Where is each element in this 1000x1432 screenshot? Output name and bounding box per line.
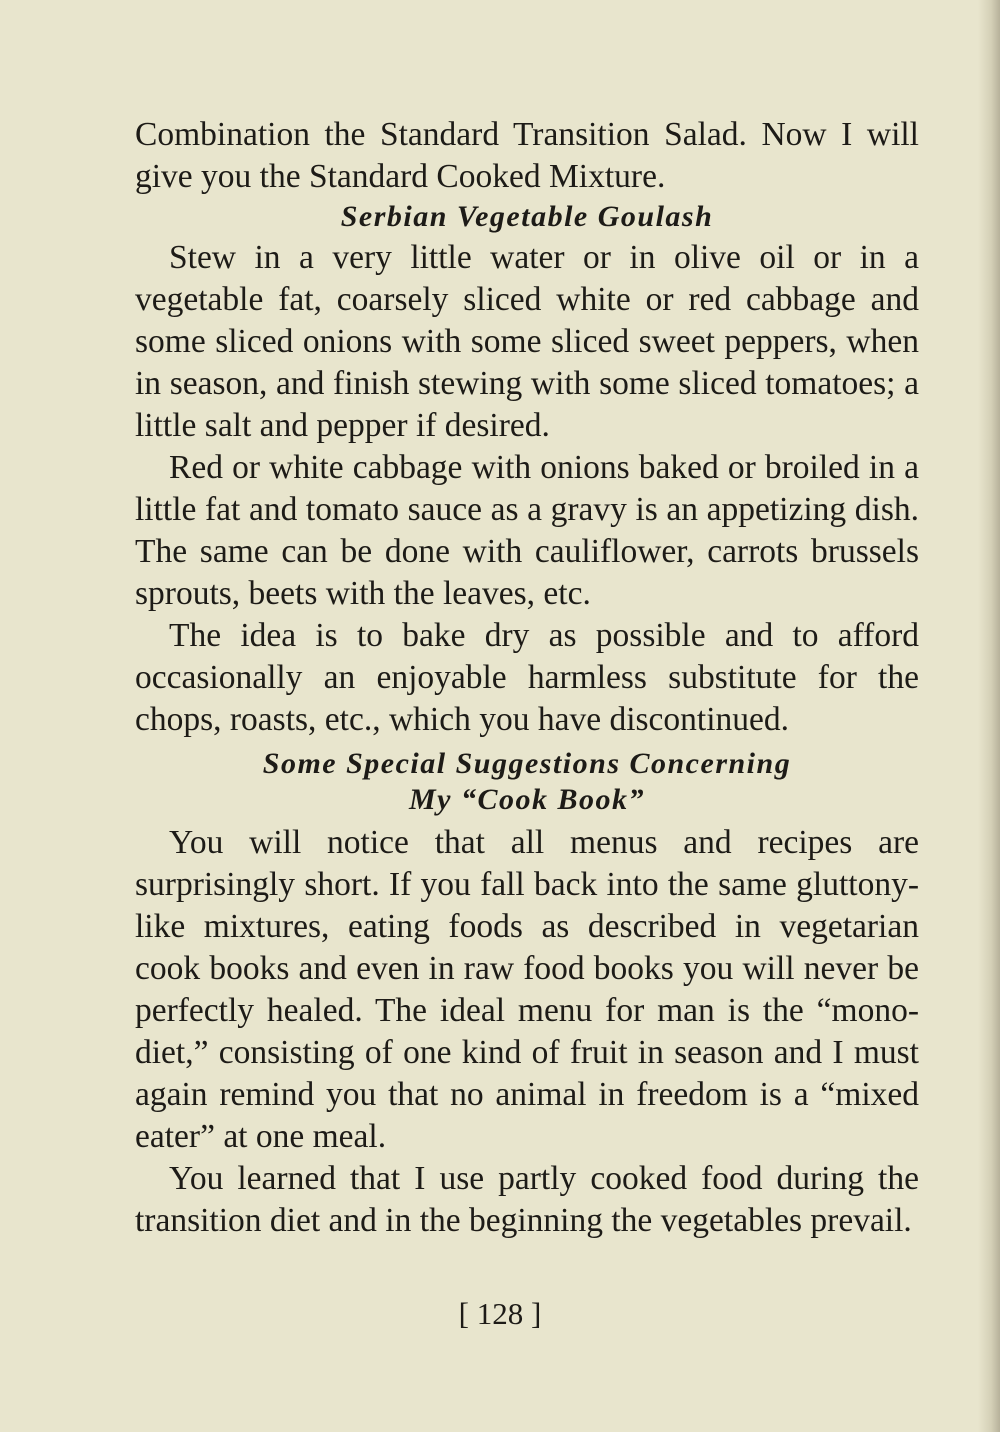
heading-serbian-goulash: Serbian Vegetable Goulash (340, 200, 714, 233)
paragraph-stew: Stew in a very little water or in olive oil or in a vegetable fat, coarsely sliced white or red cabbage and some sliced onions with some sliced sweet peppers, when in season, and finish stewing with some sliced tomatoes; a little salt and pepper if desired. (135, 239, 919, 444)
page-body (135, 114, 919, 1242)
paragraph-transition-diet: You learned that I use partly cooked food during the transition diet and in the beginning the vegetables prevail. (135, 1160, 919, 1239)
heading-suggestions-line-1: Some Special Suggestions Concerning (262, 747, 792, 780)
paragraph-bake-idea: The idea is to bake dry as possible and to afford occasionally an enjoyable harmless substitute for the chops, roasts, etc., which you have discontinued. (135, 617, 919, 738)
paragraph-intro: Combination the Standard Transition Salad. Now I will give you the Standard Cooked Mixture. (135, 116, 919, 195)
page-number: [ 128 ] (458, 1296, 542, 1331)
page-edge-shadow (978, 0, 1000, 1432)
paragraph-cabbage: Red or white cabbage with onions baked or broiled in a little fat and tomato sauce as a gravy is an appetizing dish. The same can be done with cauliflower, carrots brussels sprouts, beets with the leaves, etc. (135, 449, 919, 612)
paragraph-menus-short: You will notice that all menus and recipes are surprisingly short. If you fall back into the same gluttony-like mixtures, eating foods as described in vegetarian cook books and even in raw food books you will never be perfectly healed. The ideal menu for man is the “mono-diet,” consisting of one kind of fruit in season and I must again remind you that no animal in freedom is a “mixed eater” at one meal. (135, 824, 919, 1155)
heading-special-suggestions (135, 746, 919, 818)
heading-suggestions-line-2: My “Cook Book” (408, 783, 645, 816)
